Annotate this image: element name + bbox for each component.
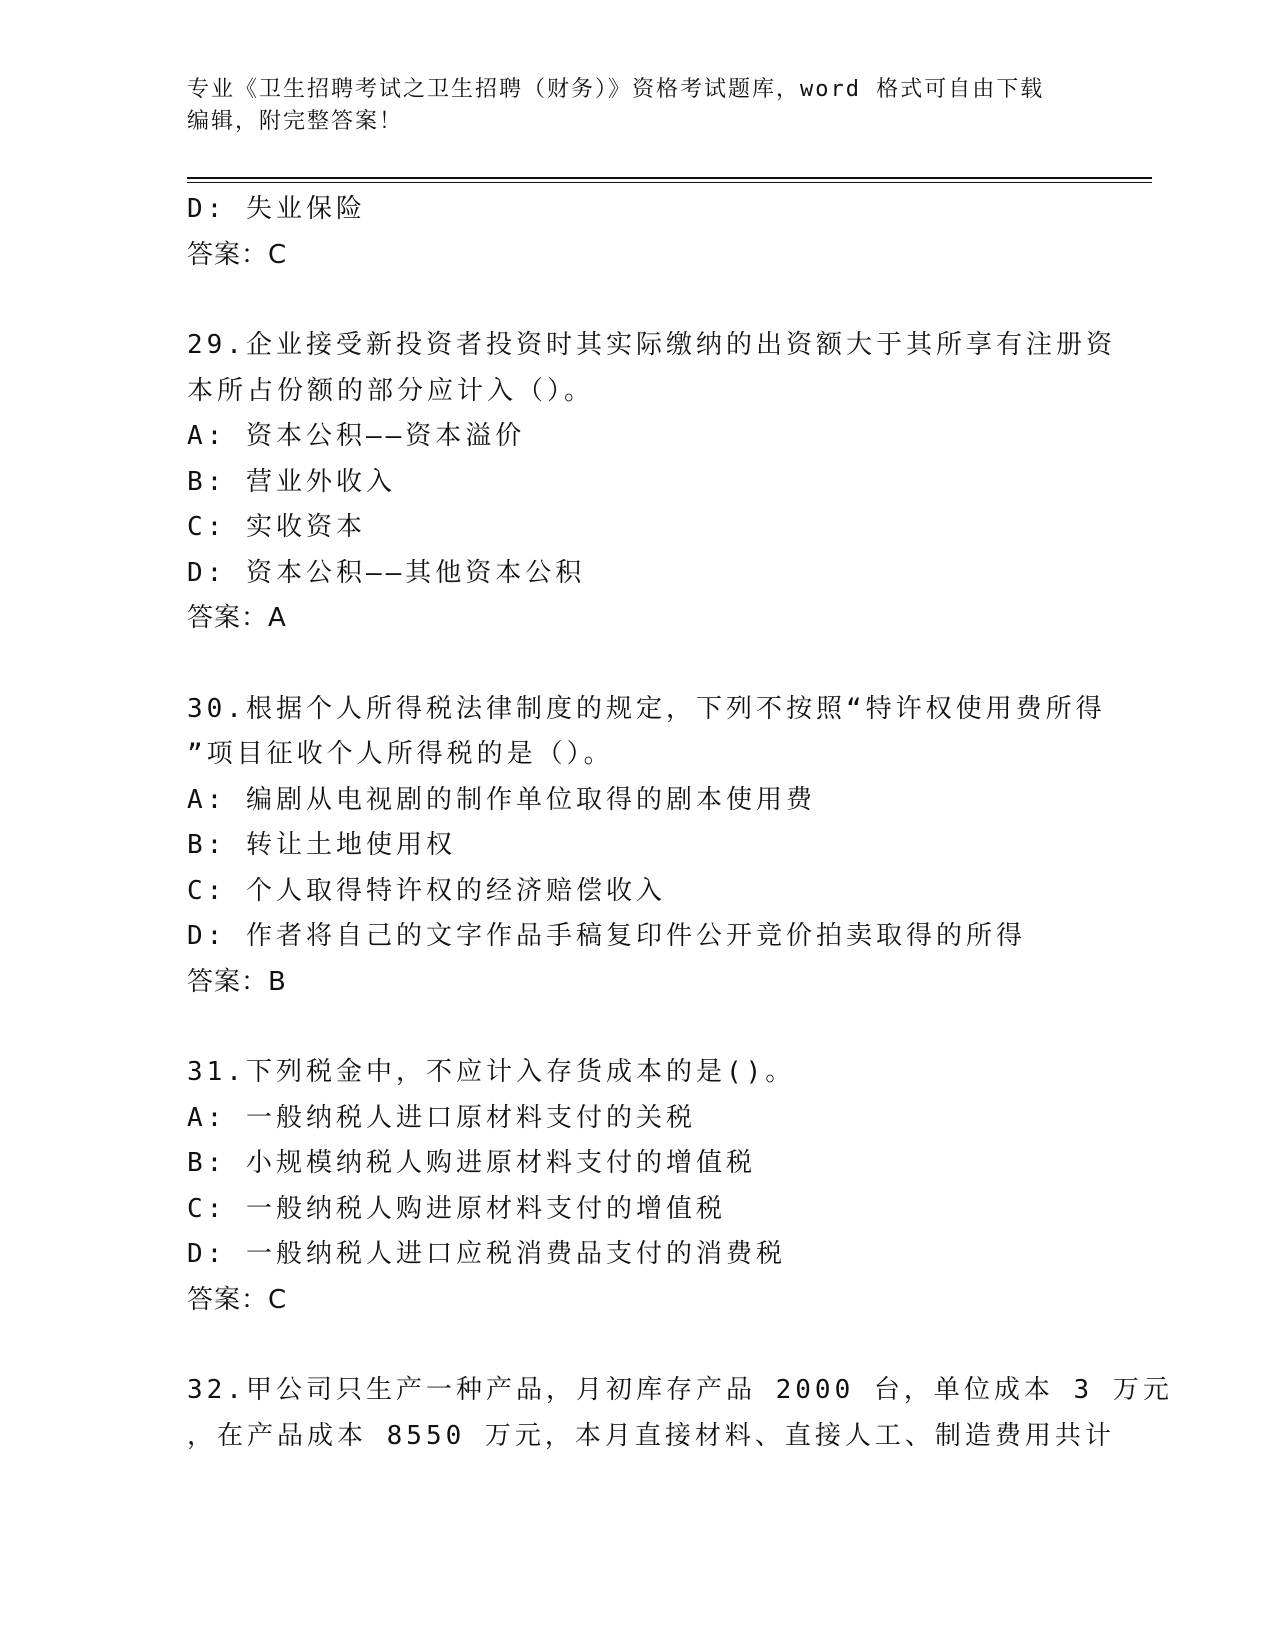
option-d: D: 作者将自己的文字作品手稿复印件公开竞价拍卖取得的所得 [187, 921, 1026, 951]
question-29 [187, 323, 1116, 642]
option-c: C: 实收资本 [187, 512, 366, 542]
spacer [187, 278, 1087, 323]
option-a: A: 一般纳税人进口原材料支付的关税 [187, 1102, 696, 1133]
spacer [187, 642, 1087, 687]
document-header [187, 74, 1087, 138]
option-c: C: 一般纳税人购进原材料支付的增值税 [187, 1193, 726, 1224]
option-b: B: 小规模纳税人购进原材料支付的增值税 [187, 1148, 756, 1178]
header-line-2: 编辑，附完整答案！ [187, 109, 404, 134]
question-stem: ，在产品成本 8550 万元，本月直接材料、直接人工、制造费用共计 [187, 1420, 1115, 1451]
answer: 答案：C [187, 1284, 288, 1315]
option-c: C: 个人取得特许权的经济赔偿收入 [187, 875, 666, 906]
prev-answer: 答案：C [187, 239, 288, 270]
answer: 答案：B [187, 966, 287, 997]
header-divider-thin [187, 182, 1152, 183]
prev-option-d: D: 失业保险 [187, 194, 366, 224]
option-a: A: 编剧从电视剧的制作单位取得的剧本使用费 [187, 784, 816, 815]
spacer [187, 1005, 1087, 1050]
question-stem: 31.下列税金中，不应计入存货成本的是()。 [187, 1057, 796, 1087]
question-stem: 32.甲公司只生产一种产品，月初库存产品 2000 台，单位成本 3 万元 [187, 1375, 1173, 1405]
option-b: B: 营业外收入 [187, 466, 396, 497]
option-d: D: 资本公积——其他资本公积 [187, 557, 586, 588]
spacer [187, 1323, 1087, 1368]
question-stem: 本所占份额的部分应计入（）。 [187, 375, 595, 406]
question-32 [187, 1368, 1173, 1459]
question-30 [187, 687, 1106, 1006]
question-stem: ”项目征收个人所得税的是（）。 [187, 739, 614, 769]
header-line-1: 专业《卫生招聘考试之卫生招聘（财务）》资格考试题库，word 格式可自由下载 [187, 77, 1045, 102]
option-b: B: 转让土地使用权 [187, 830, 456, 860]
header-divider-thick [187, 177, 1152, 179]
answer: 答案：A [187, 603, 287, 633]
question-31 [187, 1050, 1087, 1323]
question-stem: 30.根据个人所得税法律制度的规定，下列不按照“特许权使用费所得 [187, 693, 1106, 724]
question-content [187, 187, 1173, 1459]
option-a: A: 资本公积——资本溢价 [187, 421, 526, 451]
question-stem: 29.企业接受新投资者投资时其实际缴纳的出资额大于其所享有注册资 [187, 330, 1116, 360]
option-d: D: 一般纳税人进口应税消费品支付的消费税 [187, 1239, 786, 1269]
